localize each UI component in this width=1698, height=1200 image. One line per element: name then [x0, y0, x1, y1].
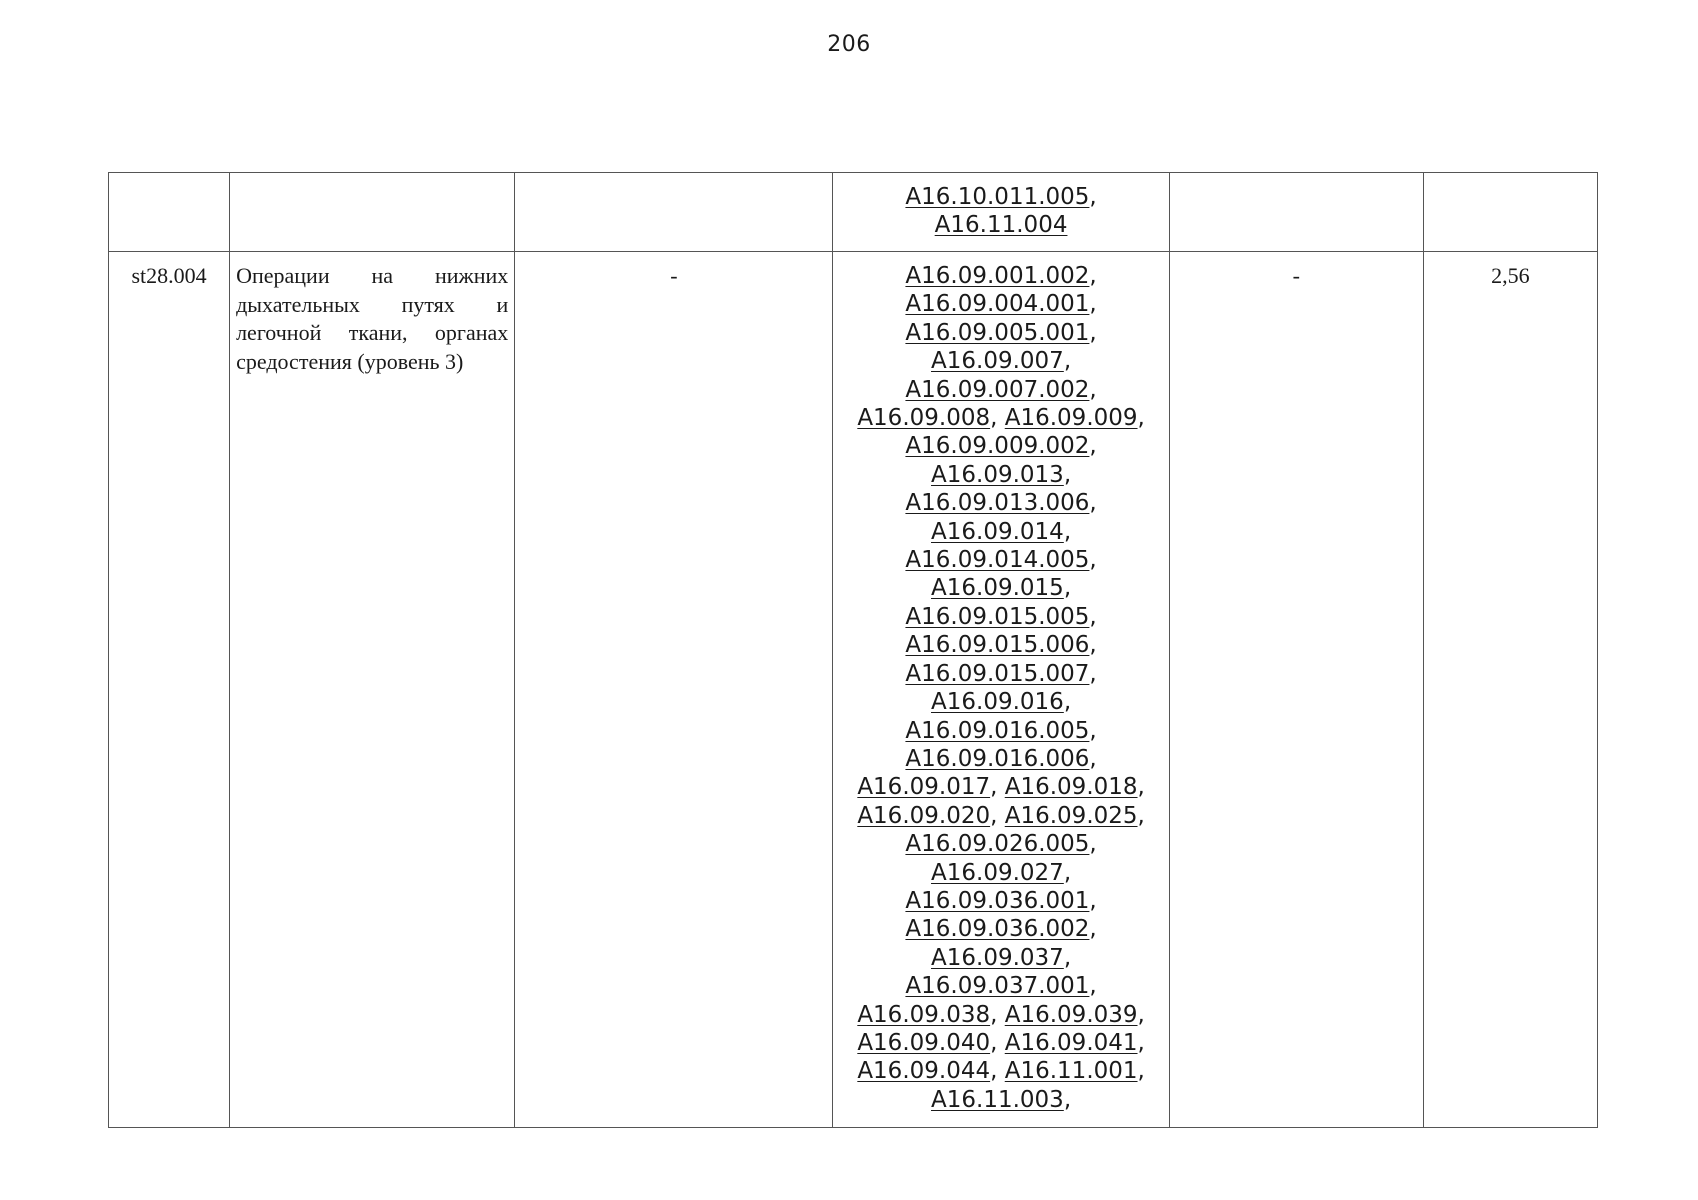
ksg-name-cell [230, 173, 515, 252]
service-code-link[interactable]: A16.09.007.002 [905, 376, 1090, 403]
service-code-link[interactable]: A16.09.025 [1004, 802, 1138, 829]
service-code-link[interactable]: A16.09.036.002 [905, 916, 1090, 943]
service-code-link[interactable]: A16.09.018 [1004, 774, 1138, 801]
code-separator: , [1137, 1001, 1145, 1028]
service-code-link[interactable]: A16.09.014.005 [905, 547, 1090, 574]
code-separator: , [1137, 774, 1145, 801]
code-separator: , [1089, 831, 1097, 858]
code-separator: , [1089, 717, 1097, 744]
service-code-link[interactable]: A16.09.036.001 [905, 887, 1090, 914]
table-row [109, 173, 1598, 252]
service-code-link[interactable]: A16.09.015.007 [905, 660, 1090, 687]
code-separator: , [1089, 973, 1097, 1000]
service-code-link[interactable]: A16.09.015.006 [905, 632, 1090, 659]
other-criteria-cell: - [1169, 252, 1423, 1128]
coefficient-cell [1423, 173, 1597, 252]
code-separator: , [990, 1001, 998, 1028]
code-separator: , [1089, 376, 1097, 403]
ksg-code-cell: st28.004 [109, 252, 230, 1128]
service-code-link[interactable]: A16.09.001.002 [905, 263, 1090, 289]
service-code-link[interactable]: A16.09.017 [857, 774, 991, 801]
code-separator: , [1063, 518, 1072, 545]
table-row [109, 252, 1598, 1128]
code-separator: , [1137, 1058, 1145, 1085]
service-code-link[interactable]: A16.11.004 [934, 212, 1068, 239]
code-separator: , [990, 802, 998, 829]
code-separator: , [1063, 461, 1072, 488]
tariff-table [108, 172, 1598, 1128]
service-code-link[interactable]: A16.09.005.001 [905, 319, 1090, 346]
service-code-link[interactable]: A16.09.007 [931, 348, 1064, 375]
service-code-link[interactable]: A16.09.015.005 [905, 603, 1090, 630]
code-separator: , [1137, 1029, 1145, 1056]
code-separator: , [1089, 547, 1097, 574]
code-separator: , [1089, 887, 1097, 914]
code-separator: , [990, 1029, 998, 1056]
service-code-link[interactable]: A16.09.016.006 [905, 745, 1090, 772]
service-code-link[interactable]: A16.09.009 [1004, 405, 1138, 432]
service-code-link[interactable]: A16.09.027 [931, 859, 1064, 886]
service-code-link[interactable]: A16.09.037.001 [905, 973, 1090, 1000]
code-separator: , [1137, 802, 1145, 829]
service-code-link[interactable]: A16.10.011.005 [905, 184, 1090, 210]
code-separator: , [1089, 660, 1097, 687]
service-code-link[interactable]: A16.09.016 [931, 689, 1064, 716]
service-code-link[interactable]: A16.09.041 [1004, 1029, 1138, 1056]
service-code-link[interactable]: A16.11.001 [1004, 1058, 1138, 1085]
page-number: 206 [827, 32, 871, 57]
code-separator: , [990, 774, 998, 801]
code-separator: , [990, 1058, 998, 1085]
service-code-link[interactable]: A16.09.026.005 [905, 831, 1090, 858]
service-code-link[interactable]: A16.09.008 [857, 405, 991, 432]
service-code-link[interactable]: A16.09.009.002 [905, 433, 1090, 460]
service-code-link[interactable]: A16.09.039 [1004, 1001, 1138, 1028]
service-code-link[interactable]: A16.09.044 [857, 1058, 991, 1085]
code-separator: , [1063, 689, 1072, 716]
code-separator: , [1063, 348, 1072, 375]
code-separator: , [1089, 433, 1097, 460]
ksg-code-cell [109, 173, 230, 252]
service-code-link[interactable]: A16.09.015 [931, 575, 1064, 602]
code-separator: , [1089, 319, 1097, 346]
code-separator: , [1137, 405, 1145, 432]
code-separator: , [1089, 184, 1097, 210]
diagnosis-code-cell [515, 173, 833, 252]
code-separator: , [990, 405, 998, 432]
other-criteria-cell [1169, 173, 1423, 252]
code-separator: , [1089, 632, 1097, 659]
service-code-link[interactable]: A16.11.003 [931, 1086, 1064, 1113]
code-separator: , [1063, 575, 1072, 602]
service-code-link[interactable]: A16.09.004.001 [905, 291, 1090, 318]
service-code-link[interactable]: A16.09.040 [857, 1029, 991, 1056]
code-separator: , [1089, 745, 1097, 772]
service-code-link[interactable]: A16.09.038 [857, 1001, 991, 1028]
code-separator: , [1063, 1086, 1072, 1113]
service-code-link[interactable]: A16.09.013.006 [905, 490, 1090, 517]
code-separator: , [1063, 859, 1072, 886]
service-codes-cell [833, 173, 1169, 252]
code-separator: , [1089, 916, 1097, 943]
code-separator: , [1089, 490, 1097, 517]
ksg-name-cell: Операции на нижних дыхательных путях и легочной ткани, органах средостения (уровень 3) [230, 252, 515, 1128]
service-codes-cell [833, 252, 1169, 1128]
service-code-link[interactable]: A16.09.037 [931, 944, 1064, 971]
code-separator: , [1089, 603, 1097, 630]
code-separator: , [1089, 291, 1097, 318]
service-code-link[interactable]: A16.09.016.005 [905, 717, 1090, 744]
code-separator: , [1063, 944, 1072, 971]
service-code-link[interactable]: A16.09.020 [857, 802, 991, 829]
service-code-link[interactable]: A16.09.014 [931, 518, 1064, 545]
code-separator: , [1089, 263, 1097, 289]
coefficient-cell: 2,56 [1423, 252, 1597, 1128]
service-code-link[interactable]: A16.09.013 [931, 461, 1064, 488]
diagnosis-code-cell: - [515, 252, 833, 1128]
